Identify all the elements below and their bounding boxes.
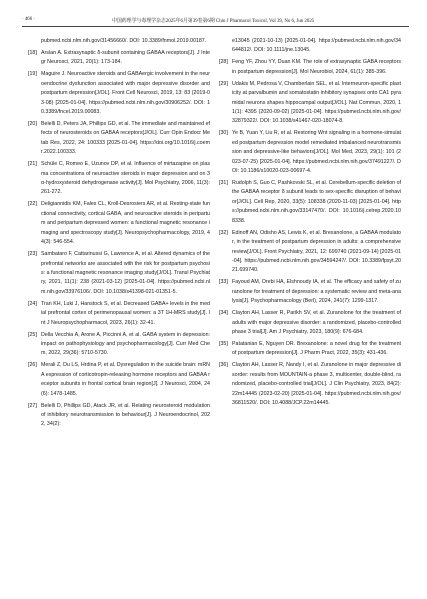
reference-text: Rudolph S, Guo C, Pashkovski SL, et al. Cerebellum-specific deletion of the GABAA receptor δ subunit leads to sex-specific disruption of behavior[J/OL]. Cell Rep, 2020, 33(5): 108338 (2020-11-03) [2025-01-04]. https://pubmed.ncbi.nlm.nih.gov/33147470/. DOI: 10.1016/j.celrep.2020.108338. — [232, 180, 401, 224]
reference-text: Belelli D, Phillips GD, Atack JR, et al. Relating neurosteroid modulation of inhibitory neurotransmission to behaviour[J]. J Neuroendocrinol, 2022, 34(2): — [41, 402, 210, 428]
reference-entry — [219, 340, 401, 359]
reference-text: Ye B, Yuan Y, Liu R, et al. Restoring Wnt signaling in a hormone-simulated postpartum depression model remediated imbalanced neurotransmission and depressive-like behaviors[J/OL]. Mol Med, 2023, 29(1): 101 (2023-07-25) [2025-01-04]. https://pubmed.ncbi.nlm.nih.gov/37491227/. DOI: 10.1186/s10020-023-00697-4. — [232, 130, 401, 175]
reference-entry — [219, 229, 401, 276]
reference-text: Merali Z, Du LS, Hrdina P, et al. Dysregulation in the suicide brain: mRNA expression of corticotropin-releasing hormone receptors and GABAA receptor subunits in frontal cortical brain region[J]. J Neurosci, 2004, 24(6): 1478-1485. — [41, 362, 210, 397]
reference-entry — [28, 250, 210, 297]
reference-entry — [28, 402, 210, 430]
reference-number: [24] — [28, 300, 37, 307]
reference-entry — [219, 37, 401, 56]
reference-text: Patatanian E, Nguyen DR. Brexanolone: a novel drug for the treatment of postpartum depression[J]. J Pharm Pract, 2022, 35(3): 431-436. — [232, 340, 401, 357]
reference-entry — [219, 309, 401, 337]
reference-text: Della Vecchia A, Arone A, Piccinni A, et al. GABA system in depression: impact on pathophysiology and psychopharmacology[J]. Curr Med Chem, 2022, 29(36): 5710-5730. — [41, 331, 210, 357]
reference-entry — [28, 120, 210, 158]
reference-number: [35] — [219, 340, 228, 347]
reference-number: [20] — [28, 121, 37, 128]
reference-number: [29] — [219, 80, 228, 87]
reference-text: Deligiannidis KM, Fales CL, Kroll-Desrosiers AR, et al. Resting-state functional connectivity, cortical GABA, and neuroactive steroids in peripartum and peripartum depressed women: a functional magnetic resonance imaging and spectroscopy study[J]. Neuropsychopharmacology, 2019, 44(3): 546-554. — [41, 201, 210, 246]
reference-number: [25] — [28, 331, 37, 338]
reference-entry — [219, 58, 401, 77]
reference-number: [19] — [28, 71, 37, 78]
reference-text: Udakis M, Pedrosa V, Chamberlain SEL, et al. Interneuron-specific plasticity at parvalbumin and somatostatin inhibitory synapses onto CA1 pyramidal neurons shapes hippocampal output[J/OL]. Nat Commun, 2020, 11(1): 4395 (2020-09-02) [2025-01-04]. https://pubmed.ncbi.nlm.nih.gov/32879322/. DOI: 10.1038/s41467-020-18074-8. — [232, 80, 401, 125]
reference-text: Belelli D, Peters JA, Phillips GD, et al. The immediate and maintained effects of neurosteroids on GABAA receptors[J/OL]. Curr Opin Endocr Metab Res, 2022, 24: 100333 [2025-01-04]. https://doi.org/10.1016/j.coemr.2022.100333. — [41, 121, 210, 156]
reference-entry — [219, 361, 401, 408]
reference-column-left — [28, 37, 210, 432]
reference-column-right — [219, 37, 401, 411]
reference-text: Clayton AH, Lasser R, Parikh SV, et al. Zuranolone for the treatment of adults with major depressive disorder: a randomized, placebo-controlled phase 3 trial[J]. Am J Psychiatry, 2023, 180(9): 676-684. — [232, 310, 401, 335]
reference-number: [22] — [28, 201, 37, 208]
reference-entry — [28, 361, 210, 399]
reference-number: [28] — [219, 59, 228, 66]
reference-text: Maguire J. Neuroactive steroids and GABAergic involvement in the neuroendocrine dysfunction associated with major depressive disorder and postpartum depression[J/OL]. Front Cell Neurosci, 2019, 13: 83 (2019-03-08) [2025-01-04]. https://pubmed.ncbi.nlm.nih.gov/30906252/. DOI: 10.3389/fncel.2019.00083. — [41, 71, 210, 116]
reference-text: Edinoff AN, Odisho AS, Lewis K, et al. Brexanolone, a GABAA modulator, in the treatment of postpartum depression in adults: a comprehensive review[J/OL]. Front Psychiatry, 2021, 12: 699740 (2021-09-14) [2025-01-04]. https://pubmed.ncbi.nlm.nih.gov/34594247/. DOI: 10.3389/fpsyt.2021.699740. — [232, 229, 401, 274]
reference-text: pubmed.ncbi.nlm.nih.gov/31456660/. DOI: 10.3389/fnmol.2019.00187. — [41, 38, 207, 44]
reference-number: [31] — [219, 180, 228, 187]
reference-entry — [28, 70, 210, 117]
reference-entry — [28, 300, 210, 328]
reference-text: Clayton AH, Lasser R, Nandy I, et al. Zuranolone in major depressive disorder: results from MOUNTAIN-a phase 3, multicenter, double-blind, randomized, placebo-controlled trial[J/OL]. J Clin Psychiatry, 2023, 84(2): 22m14445 (2023-02-20) [2025-01-04]. https://pubmed.ncbi.nlm.nih.gov/36811520/. DOI: 10.4088/JCP.22m14445. — [232, 362, 401, 406]
reference-number: [27] — [28, 402, 37, 409]
reference-text: Fayoud AM, Orebi HA, Elshnoudy IA, et al. The efficacy and safety of zuranolone for treatment of depression: a systematic review and meta-analysis[J]. Psychopharmacology (Berl), 2024, 241(7): 1299-1317. — [232, 279, 401, 305]
reference-number: [36] — [219, 362, 228, 369]
reference-number: [21] — [28, 161, 37, 168]
reference-number: [18] — [28, 50, 37, 56]
reference-entry — [28, 37, 210, 46]
reference-number: [33] — [219, 279, 228, 286]
reference-number: [23] — [28, 251, 37, 258]
reference-entry — [219, 179, 401, 226]
page-number: · 466 · — [22, 17, 36, 22]
reference-number: [26] — [28, 362, 37, 369]
reference-text: e13045 (2021-10-13) [2025-01-04]. https://pubmed.ncbi.nlm.nih.gov/34644812/. DOI: 10.1111/jne.13045. — [232, 38, 401, 54]
reference-text: Tran KH, Luki J, Hanstock S, et al. Decreased GABA+ levels in the medial prefrontal cortex of perimenopausal women: a 3T 1H-MRS study[J]. Int J Neuropsychopharmacol, 2023, 26(1): 32-41. — [41, 300, 210, 326]
reference-entry — [28, 200, 210, 247]
reference-entry — [28, 331, 210, 359]
running-header — [22, 14, 409, 27]
reference-number: [32] — [219, 229, 228, 236]
reference-number: [34] — [219, 310, 228, 317]
reference-entry — [219, 80, 401, 127]
reference-entry — [28, 160, 210, 198]
reference-text: Arslan A. Extrasynaptic δ-subunit containing GABAA receptors[J]. J Integr Neurosci, 2021, 20(1): 173-184. — [41, 50, 210, 66]
reference-text: Feng YF, Zhou YY, Duan KM. The role of extrasynaptic GABA receptors in postpartum depression[J]. Mol Neurobiol, 2024, 61(1): 385-396. — [232, 59, 401, 75]
reference-entry — [219, 278, 401, 306]
reference-entry — [28, 49, 210, 68]
reference-text: Sambataro F, Cattarinussi G, Lawrence A, et al. Altered dynamics of the prefrontal networks are associated with the risk for postpartum psychosis: a functional magnetic resonance imaging study[J/OL]. Transl Psychiatry, 2021, 11(1): 238 (2021-03-12) [2025-01-04]. https://pubmed.ncbi.nlm.nih.gov/33976106/. DOI: 10.1038/s41398-021-01351-5. — [41, 251, 210, 295]
reference-number: [30] — [219, 130, 228, 137]
journal-title: 中国药理学与毒理学杂志2025年6月第39卷第6期 Chin J Pharmacol Toxicol, Vol 39, No 6, Jun 2025 — [112, 19, 315, 24]
reference-entry — [219, 129, 401, 176]
reference-text: Schüle C, Romeo E, Uzunov DP, et al. Influence of mirtazapine on plasma concentrations of neuroactive steroids in major depression and on 3α-hydroxysteroid dehydrogenase activity[J]. Mol Psychiatry, 2006, 11(3): 261-272. — [41, 161, 210, 196]
